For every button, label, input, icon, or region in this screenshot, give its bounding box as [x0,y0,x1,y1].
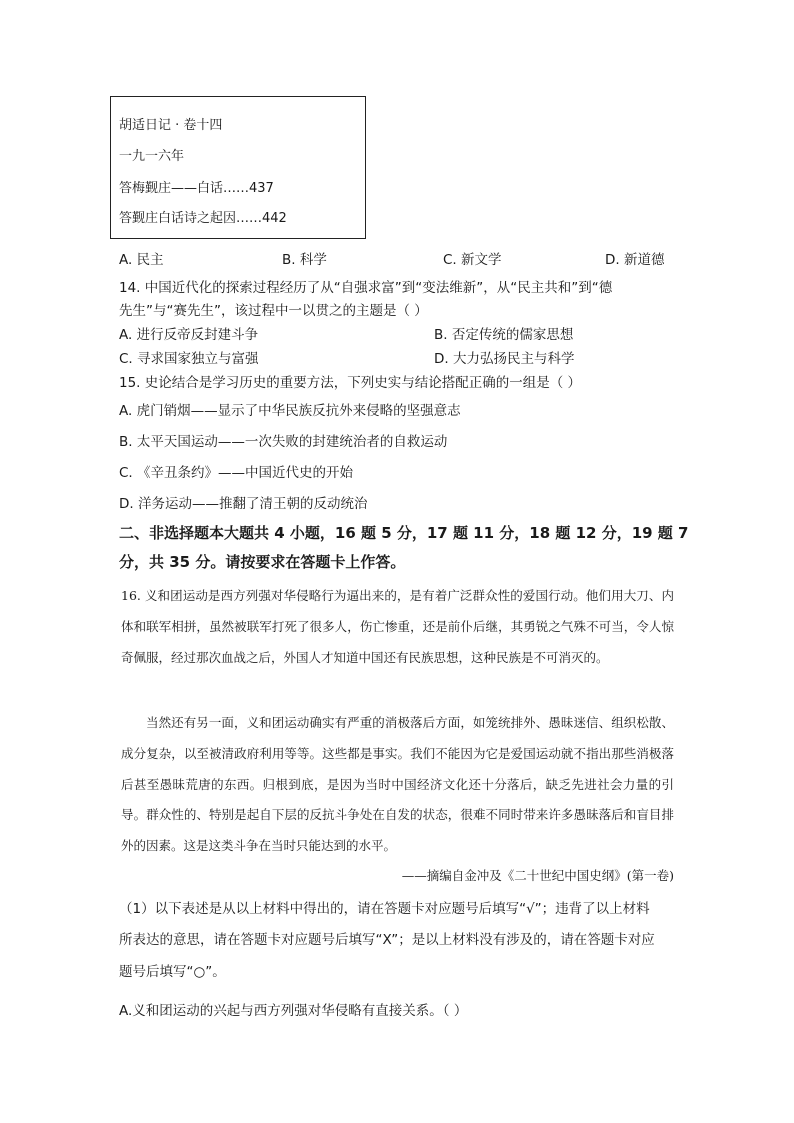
q13-option-d: D. 新道德 [605,252,665,268]
q15-stem: 15. 史论结合是学习历史的重要方法，下列史实与结论搭配正确的一组是（ ） [119,375,582,391]
q14-option-c: C. 寻求国家独立与富强 [119,351,259,367]
q16-material-paragraph-1: 16. 义和团运动是西方列强对华侵略行为逼出来的，是有着广泛群众性的爱国行动。他们用大刀、内体和联军相拼，虽然被联军打死了很多人，伤亡惨重，还是前仆后继，其勇锐之气殊不可当，令人惊奇佩服，经过那次血战之后，外国人才知道中国还有民族思想，这种民族是不可消灭的。 [121,588,674,665]
q14-stem-line2: 先生”与“赛先生”，该过程中一以贯之的主题是（ ） [119,303,428,319]
q16-item-a: A.义和团运动的兴起与西方列强对华侵略有直接关系。（ ） [119,1003,468,1019]
q16-source-citation: ——摘编自金冲及《二十世纪中国史纲》(第一卷) [401,868,674,883]
quotation-box [110,96,366,239]
q15-option-b: B. 太平天国运动——一次失败的封建统治者的自救运动 [119,434,448,450]
box-line: 答觐庄白话诗之起因……442 [119,211,287,226]
q13-option-c: C. 新文学 [443,252,502,268]
box-line: 答梅觐庄——白话……437 [119,181,274,196]
q14-option-b: B. 否定传统的儒家思想 [434,327,574,343]
section-heading-line2: 分，共 35 分。请按要求在答题卡上作答。 [119,553,406,571]
q16-instruction-line2: 所表达的意思，请在答题卡对应题号后填写“X”；是以上材料没有涉及的，请在答题卡对应 [119,932,655,948]
q16-instruction-line1: （1）以下表述是从以上材料中得出的，请在答题卡对应题号后填写“√”；违背了以上材料 [119,901,650,917]
q14-option-d: D. 大力弘扬民主与科学 [434,351,575,367]
q14-stem-line1: 14. 中国近代化的探索过程经历了从“自强求富”到“变法维新”，从“民主共和”到“德 [119,280,613,296]
q16-instruction-line3: 题号后填写“○”。 [119,964,226,980]
q14-option-a: A. 进行反帝反封建斗争 [119,327,259,343]
q13-option-a: A. 民主 [119,252,164,268]
box-line: 胡适日记 · 卷十四 [119,118,223,133]
q15-option-d: D. 洋务运动——推翻了清王朝的反动统治 [119,496,368,512]
q15-option-a: A. 虎门销烟——显示了中华民族反抗外来侵略的坚强意志 [119,403,461,419]
section-heading-line1: 二、非选择题本大题共 4 小题，16 题 5 分，17 题 11 分，18 题 12 分，19 题 7 [119,524,689,542]
q16-material-paragraph-2: 当然还有另一面，义和团运动确实有严重的消极落后方面，如笼统排外、愚昧迷信、组织松散、成分复杂，以至被清政府利用等等。这些都是事实。我们不能因为它是爱国运动就不指出那些消极落后甚至愚昧荒唐的东西。归根到底，是因为当时中国经济文化还十分落后，缺乏先进社会力量的引导。群众性的、特别是起自下层的反抗斗争处在自发的状态，很难不同时带来许多愚昧落后和盲目排外的因素。这是这类斗争在当时只能达到的水平。 [121,715,674,854]
box-line: 一九一六年 [119,149,185,164]
q15-option-c: C. 《辛丑条约》——中国近代史的开始 [119,465,354,481]
q13-option-b: B. 科学 [282,252,327,268]
